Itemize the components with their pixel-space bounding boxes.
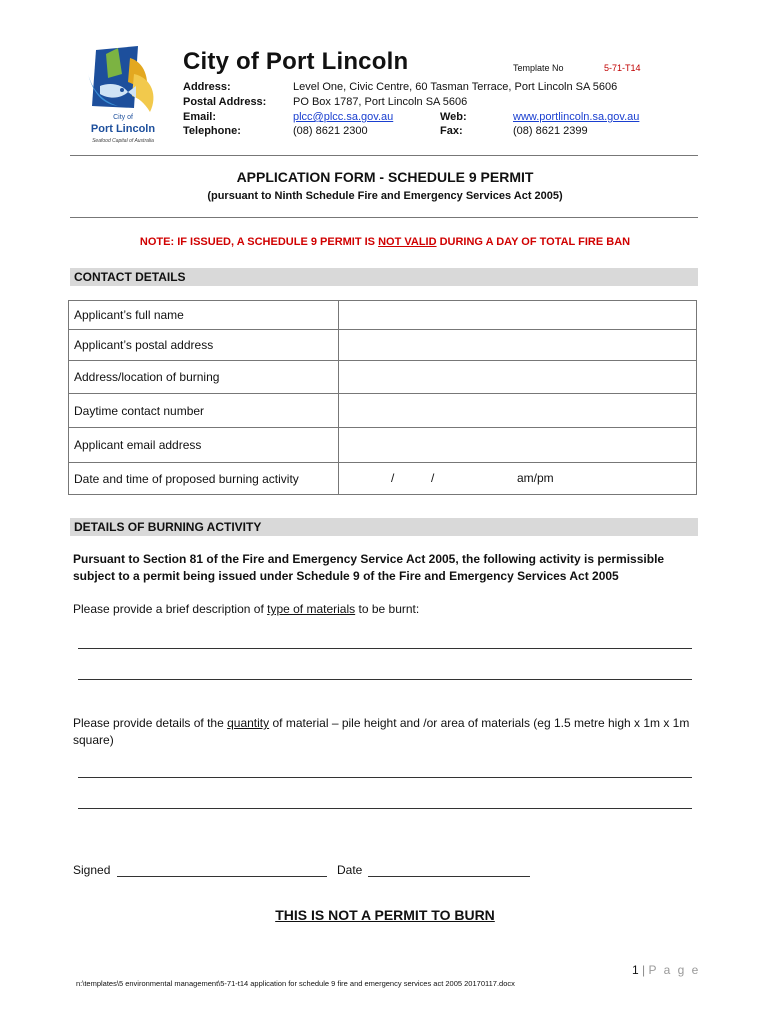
quantity-answer-line-1[interactable]	[78, 777, 692, 778]
postal-address-value: PO Box 1787, Port Lincoln SA 5606	[293, 96, 468, 108]
quantity-question-prefix: Please provide details of the	[73, 716, 228, 730]
web-label: Web:	[440, 111, 467, 123]
permit-intro-text: Pursuant to Section 81 of the Fire and Emergency Service Act 2005, the following activity is permissible subject to a permit being issued under Schedule 9 of the Fire and Emergency Services Act 2005	[73, 552, 665, 583]
form-title: APPLICATION FORM - SCHEDULE 9 PERMIT	[236, 169, 534, 185]
template-label: Template No	[513, 63, 564, 73]
field-label-burning-location: Address/location of burning	[69, 361, 339, 394]
logo-line1: City of	[113, 114, 133, 121]
field-label-postal-address: Applicant’s postal address	[69, 330, 339, 361]
field-label-daytime-contact: Daytime contact number	[69, 394, 339, 428]
quantity-question	[73, 715, 698, 749]
page-separator: |	[642, 963, 646, 977]
postal-address-label: Postal Address:	[183, 96, 267, 108]
date-slash-1: /	[391, 471, 395, 485]
table-row	[69, 394, 697, 428]
field-label-date-time: Date and time of proposed burning activity	[69, 463, 339, 495]
contact-details-table	[68, 300, 697, 495]
template-number: 5-71-T14	[604, 63, 641, 73]
postal-address-field[interactable]	[339, 330, 697, 361]
fax-value: (08) 8621 2399	[513, 125, 588, 137]
burning-activity-heading: DETAILS OF BURNING ACTIVITY	[70, 518, 698, 536]
website-link[interactable]: www.portlincoln.sa.gov.au	[513, 111, 640, 123]
city-logo-emblem	[78, 44, 168, 152]
am-pm-label: am/pm	[517, 471, 554, 485]
table-row	[69, 330, 697, 361]
city-title: City of Port Lincoln	[183, 48, 409, 75]
date-line[interactable]	[368, 876, 530, 877]
title-divider	[70, 217, 698, 218]
quantity-question-quantity: quantity	[227, 716, 270, 730]
materials-question	[73, 601, 419, 618]
address-label: Address:	[183, 81, 231, 93]
email-label: Email:	[183, 111, 217, 123]
table-row	[69, 463, 697, 495]
fax-label: Fax:	[440, 125, 463, 137]
quantity-answer-line-2[interactable]	[78, 808, 692, 809]
telephone-label: Telephone:	[183, 125, 241, 137]
header-divider	[70, 155, 698, 156]
page-word: P a g e	[648, 963, 701, 977]
field-label-full-name: Applicant’s full name	[69, 301, 339, 330]
materials-question-type: type of materials	[267, 602, 356, 616]
email-field[interactable]	[339, 428, 697, 463]
page-number-value: 1	[632, 963, 639, 977]
form-subtitle: (pursuant to Ninth Schedule Fire and Emergency Services Act 2005)	[207, 190, 563, 202]
address-value: Level One, Civic Centre, 60 Tasman Terrace, Port Lincoln SA 5606	[293, 81, 618, 93]
materials-answer-line-2[interactable]	[78, 679, 692, 680]
date-time-field[interactable]	[339, 463, 697, 495]
file-path: n:\templates\5 environmental management\5-71-t14 application for schedule 9 fire and emergency services act 2005 20170117.docx	[76, 979, 515, 988]
quantity-question-suffix: of material – pile height and /or area of materials (eg 1.5 metre high x 1m x 1m square)	[73, 716, 690, 747]
materials-question-suffix: to be burnt:	[355, 602, 420, 616]
signed-label: Signed	[73, 863, 111, 877]
table-row	[69, 301, 697, 330]
burning-location-field[interactable]	[339, 361, 697, 394]
daytime-contact-field[interactable]	[339, 394, 697, 428]
table-row	[69, 428, 697, 463]
logo-line2: Port Lincoln	[90, 123, 156, 135]
full-name-field[interactable]	[339, 301, 697, 330]
materials-question-prefix: Please provide a brief description of	[73, 602, 268, 616]
email-link[interactable]: plcc@plcc.sa.gov.au	[293, 111, 394, 123]
signature-line[interactable]	[117, 876, 327, 877]
telephone-value: (08) 8621 2300	[293, 125, 368, 137]
note-suffix: DURING A DAY OF TOTAL FIRE BAN	[436, 236, 631, 248]
city-logo	[78, 44, 168, 152]
date-label: Date	[337, 863, 363, 877]
page-number	[632, 963, 700, 977]
note-not-valid: NOT VALID	[378, 236, 437, 248]
not-a-permit-warning: THIS IS NOT A PERMIT TO BURN	[275, 907, 495, 923]
table-row	[69, 361, 697, 394]
logo-tagline: Seafood Capital of Australia	[92, 138, 154, 144]
field-label-email: Applicant email address	[69, 428, 339, 463]
total-fire-ban-note	[0, 236, 770, 248]
date-slash-2: /	[431, 471, 435, 485]
contact-details-heading: CONTACT DETAILS	[70, 268, 698, 286]
materials-answer-line-1[interactable]	[78, 648, 692, 649]
note-prefix: NOTE: IF ISSUED, A SCHEDULE 9 PERMIT IS	[139, 236, 379, 248]
